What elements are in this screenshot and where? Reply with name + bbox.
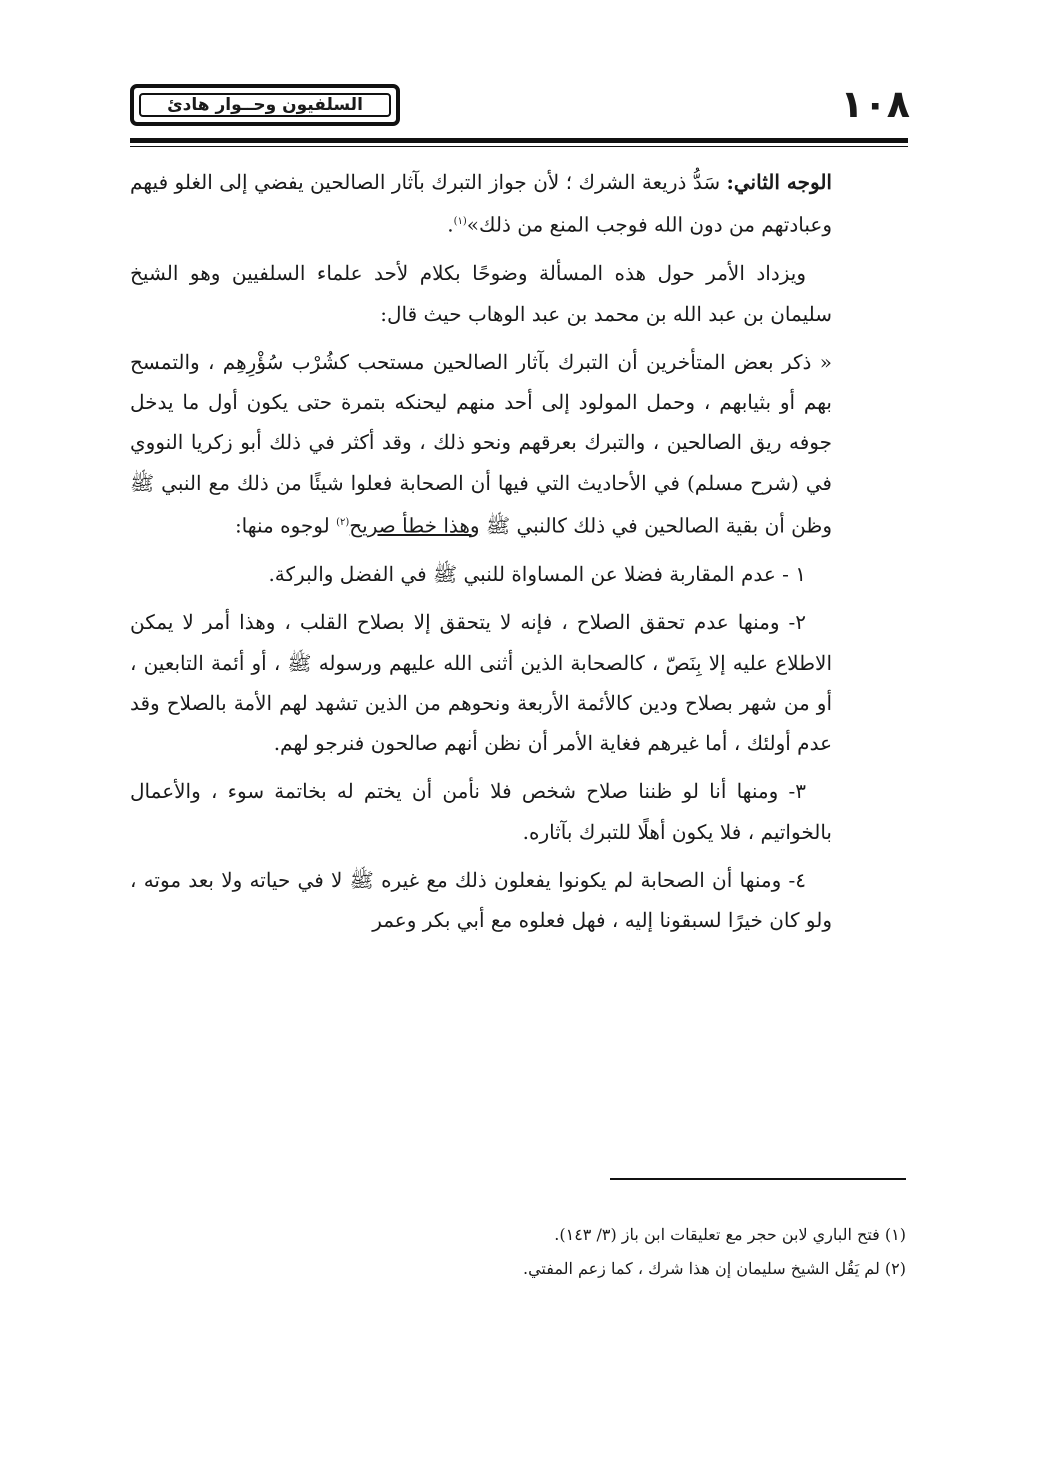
paragraph-text: ١ - عدم المقاربة فضلا عن المساواة للنبي ﷺ في الفضل والبركة.: [268, 561, 806, 586]
footnote-separator: [610, 1178, 906, 1180]
footnote-ref-1: (١): [453, 216, 467, 228]
page-number: ١٠٨: [840, 82, 910, 126]
paragraph-text: ٢- ومنها عدم تحقق الصلاح ، فإنه لا يتحقق إلا بصلاح القلب ، وهذا أمر لا يمكن الاطلاع عليه إلا بِنَصّ ، كالصحابة الذين أثنى الله عليهم ورسوله ﷺ ، أو أئمة التابعين ، أو من شهر بصلاح ودين كالأئمة الأربعة ونحوهم من الذين تشهد لهم الأمة بالصلاح وقد عدم أولئك ، أما غيرهم فغاية الأمر أن نظن أنهم صالحون فنرجو لهم.: [130, 610, 832, 756]
paragraph-6: [130, 771, 832, 852]
header-rule-thick: [130, 138, 908, 143]
paragraph-5: [130, 602, 832, 763]
running-title: السلفيون وحــوار هادئ: [139, 93, 391, 117]
paragraph-text: سَدُّ ذريعة الشرك ؛ لأن جواز التبرك بآثار الصالحين يفضي إلى الغلو فيهم وعبادتهم من دون الله فوجب المنع من ذلك»: [130, 170, 832, 237]
underlined-phrase: وهذا خطأ صريح: [349, 513, 480, 538]
footnote-2: (٢) لم يَقُل الشيخ سليمان إن هذا شرك ، كما زعم المفتي.: [522, 1259, 906, 1278]
paragraph-2: [130, 253, 832, 334]
header-rule-thin: [130, 146, 908, 147]
paragraph-7: [130, 860, 832, 941]
paragraph-text: « ذكر بعض المتأخرين أن التبرك بآثار الصالحين مستحب كشُرْب سُؤْرِهِم ، والتمسح بهم أو بثيابهم ، وحمل المولود إلى أحد منهم ليحنكه بتمرة حتى يكون أول ما يدخل جوفه ريق الصالحين ، والتبرك بعرقهم ونحو ذلك ، وقد أكثر في ذلك أبو زكريا النووي في (شرح مسلم) في الأحاديث التي فيها أن الصحابة فعلوا شيئًا من ذلك مع النبي ﷺ وظن أن بقية الصالحين في ذلك كالنبي ﷺ: [130, 349, 832, 538]
footnote-1: (١) فتح الباري لابن حجر مع تعليقات ابن باز (٣/ ١٤٣).: [554, 1225, 906, 1244]
paragraph-4: [130, 554, 832, 594]
paragraph-1: [130, 162, 832, 245]
paragraph-tail: لوجوه منها:: [234, 513, 337, 538]
section-lead: الوجه الثاني:: [726, 170, 832, 194]
footnotes: [130, 1218, 906, 1286]
paragraph-tail: .: [447, 212, 454, 237]
paragraph-text: ٣- ومنها أنا لو ظننا صلاح شخص فلا نأمن أن يختم له بخاتمة سوء ، والأعمال بالخواتيم ، فلا يكون أهلًا للتبرك بآثاره.: [130, 779, 832, 844]
paragraph-text: ٤- ومنها أن الصحابة لم يكونوا يفعلون ذلك مع غيره ﷺ لا في حياته ولا بعد موته ، ولو كان خيرًا لسبقونا إليه ، فهل فعلوه مع أبي بكر وعمر: [130, 868, 832, 933]
paragraph-3-quote: [130, 342, 832, 546]
paragraph-text: ويزداد الأمر حول هذه المسألة وضوحًا بكلام لأحد علماء السلفيين وهو الشيخ سليمان بن عبد الله بن محمد بن عبد الوهاب حيث قال:: [130, 261, 832, 326]
footnote-ref-2: (٢): [336, 517, 350, 529]
body-text: [130, 162, 832, 949]
running-title-frame: [130, 84, 400, 126]
